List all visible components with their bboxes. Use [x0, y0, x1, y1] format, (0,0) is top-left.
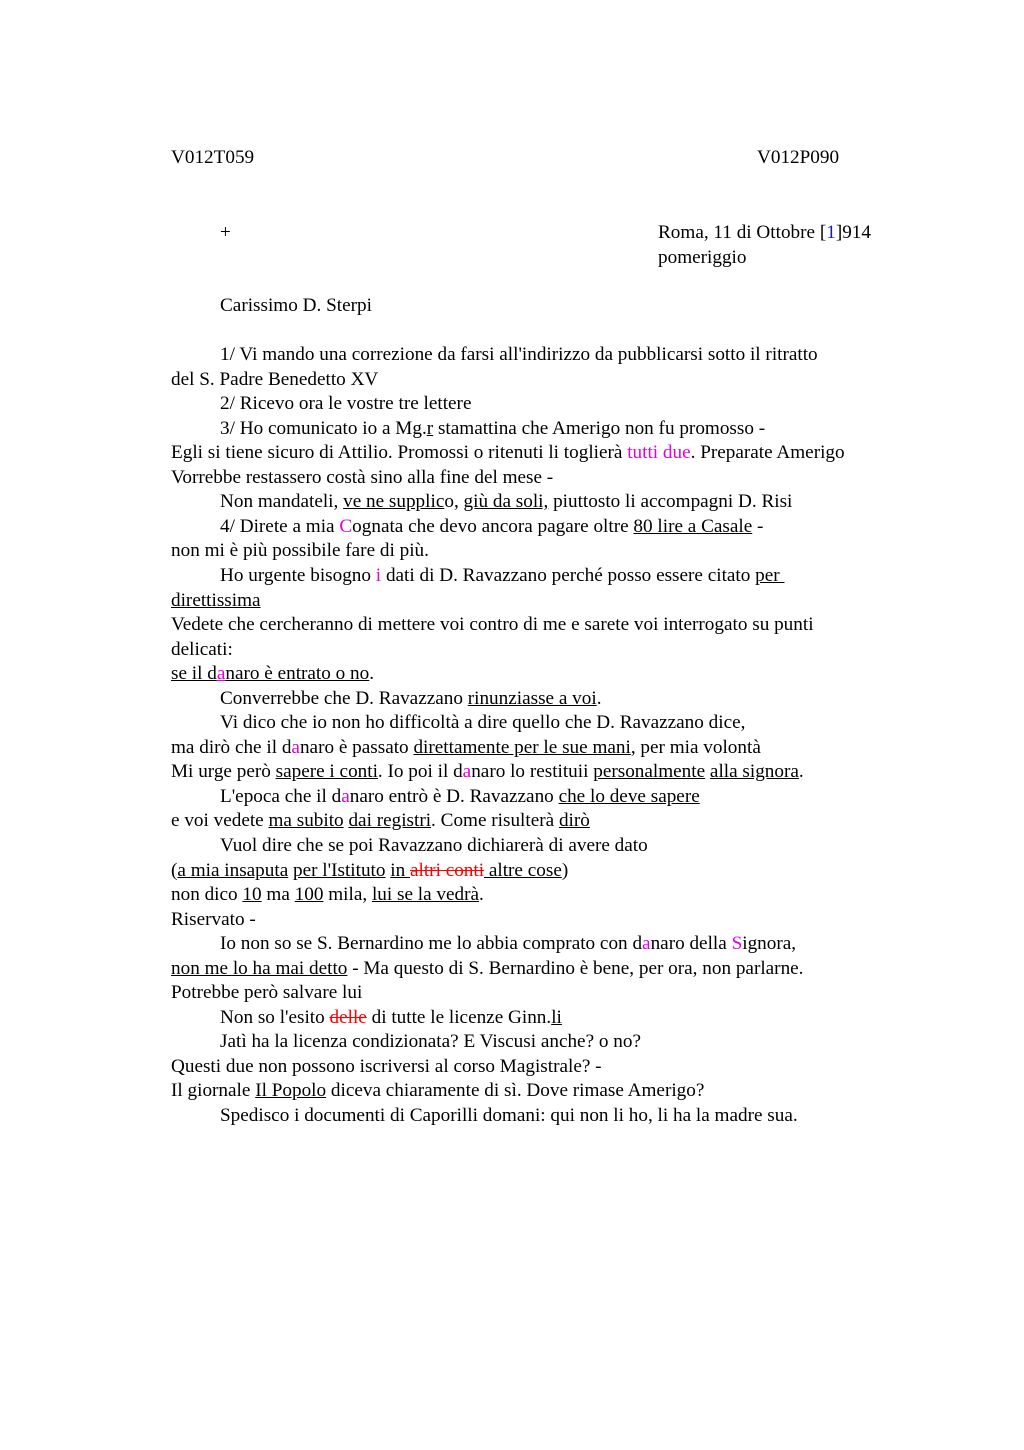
- paragraph-line: Vuol dire che se poi Ravazzano dichiarerà di avere dato: [220, 834, 648, 856]
- highlighted-text: a: [216, 663, 226, 685]
- paragraph-line: [171, 932, 911, 957]
- paragraph-line: Vorrebbe restassero costà sino alla fine del mese -: [171, 466, 554, 488]
- text-span: Egli si tiene sicuro di Attilio. Promossi o ritenuti li toglierà: [171, 442, 628, 464]
- paragraph-line: Questi due non possono iscriversi al corso Magistrale? -: [171, 1055, 602, 1077]
- paragraph-line: [171, 441, 911, 466]
- paragraph-line: [171, 490, 911, 515]
- underlined-text: non me lo ha mai detto: [171, 957, 348, 979]
- text-span: ): [561, 859, 569, 881]
- text-span: non dico: [171, 884, 243, 906]
- text-span: o,: [444, 491, 464, 513]
- text-span: dati di D. Ravazzano perché posso essere citato: [381, 564, 756, 586]
- letter-body: [171, 294, 911, 1129]
- paragraph-line: Jatì ha la licenza condizionata? E Viscusi anche? o no?: [220, 1031, 641, 1053]
- date-corrected-digit: 1: [826, 222, 836, 243]
- struck-text: delle: [329, 1006, 367, 1028]
- paragraph-line: [171, 760, 911, 785]
- paragraph-line: Vi dico che io non ho difficoltà a dire quello che D. Ravazzano dice,: [220, 712, 746, 734]
- paragraph-line: [171, 662, 911, 687]
- underlined-text: sapere i conti: [275, 761, 378, 783]
- paragraph-line: [171, 515, 911, 540]
- text-span: ma: [261, 884, 295, 906]
- underlined-text: naro è entrato o no: [225, 663, 370, 685]
- text-span: Ho urgente bisogno: [220, 564, 376, 586]
- paragraph-line: [171, 736, 911, 761]
- text-span: Non so l'esito: [220, 1006, 330, 1028]
- underlined-text: ma subito: [268, 810, 344, 832]
- text-span: - Ma questo di S. Bernardino è bene, per ora, non parlarne.: [347, 957, 804, 979]
- date-line: [658, 221, 871, 246]
- underlined-text: li: [551, 1006, 562, 1028]
- text-span: -: [752, 515, 764, 537]
- highlighted-text: a: [341, 785, 350, 807]
- text-span: .: [596, 687, 602, 709]
- underlined-text: 80 lire a Casale: [633, 515, 753, 537]
- text-span: diceva chiaramente di sì. Dove rimase Amerigo?: [326, 1080, 705, 1102]
- underlined-text: direttamente per le sue mani: [413, 736, 631, 758]
- underlined-text: a mia insaputa: [177, 859, 289, 881]
- paragraph-line: del S. Padre Benedetto XV: [171, 368, 379, 390]
- paragraph-line: [171, 564, 911, 589]
- text-span: mila,: [323, 884, 372, 906]
- highlighted-text: S: [731, 933, 743, 955]
- text-span: Converrebbe che D. Ravazzano: [220, 687, 468, 709]
- underlined-text: per l'Istituto: [293, 859, 386, 881]
- underlined-text: r: [426, 417, 434, 439]
- paragraph-line: Spedisco i documenti di Caporilli domani: qui non li ho, li ha la madre sua.: [220, 1105, 798, 1126]
- paragraph-line: [171, 957, 911, 982]
- date-time: pomeriggio: [658, 246, 747, 268]
- paragraph-line: [171, 883, 911, 908]
- paragraph-line: non mi è più possibile fare di più.: [171, 540, 429, 562]
- paragraph-line: [171, 589, 911, 614]
- underlined-text: rinunziasse a voi: [467, 687, 597, 709]
- highlighted-text: a: [291, 736, 300, 758]
- document-code-right: V012P090: [757, 147, 840, 168]
- underlined-text: 100: [294, 884, 324, 906]
- underlined-text: dirò: [558, 810, 590, 832]
- highlighted-text: a: [642, 933, 651, 955]
- paragraph-line: Riservato -: [171, 908, 256, 930]
- text-span: Io non so se S. Bernardino me lo abbia comprato con d: [220, 933, 643, 955]
- highlighted-text: a: [462, 761, 472, 783]
- paragraph-line: [171, 1079, 911, 1104]
- text-span: .: [369, 663, 375, 685]
- text-span: di tutte le licenze Ginn.: [366, 1006, 552, 1028]
- text-span: .: [798, 761, 804, 783]
- paragraph-line: delicati:: [171, 638, 233, 660]
- text-span: (: [171, 859, 178, 881]
- underlined-text: Il Popolo: [255, 1080, 327, 1102]
- struck-text: altri conti: [410, 859, 485, 881]
- cross-mark: +: [220, 222, 231, 243]
- document-code-left: V012T059: [171, 147, 255, 168]
- paragraph-line: Potrebbe però salvare lui: [171, 982, 363, 1004]
- text-span: . Come risulterà: [431, 810, 559, 832]
- paragraph-line: [171, 785, 911, 810]
- text-span: naro è passato: [299, 736, 414, 758]
- date-block: [658, 221, 871, 270]
- text-span: .: [479, 884, 484, 906]
- text-span: naro della: [650, 933, 732, 955]
- text-span: . Preparate Amerigo: [690, 442, 845, 464]
- paragraph-line: Vedete che cercheranno di mettere voi contro di me e sarete voi interrogato su punti: [171, 614, 814, 636]
- salutation: Carissimo D. Sterpi: [220, 295, 372, 316]
- text-span: naro lo restituii: [471, 761, 594, 783]
- text-span: , per mia volontà: [630, 736, 761, 758]
- text-span: naro entrò è D. Ravazzano: [349, 785, 559, 807]
- highlighted-text: i: [375, 564, 382, 586]
- text-span: Il giornale: [171, 1080, 256, 1102]
- text-span: stamattina che Amerigo non fu promosso -: [433, 417, 766, 439]
- text-span: Non mandateli,: [220, 491, 344, 513]
- underlined-text: in: [390, 859, 410, 881]
- underlined-text: giù da soli,: [463, 491, 549, 513]
- underlined-text: altre cose: [484, 859, 562, 881]
- text-span: 4/ Direte a mia: [220, 515, 340, 537]
- date-suffix: ]914: [835, 222, 871, 243]
- text-span: piuttosto li accompagni D. Risi: [548, 491, 793, 513]
- underlined-text: se il d: [171, 663, 217, 685]
- paragraph-line: [171, 687, 911, 712]
- text-span: ognata che devo ancora pagare oltre: [352, 515, 634, 537]
- underlined-text: per: [755, 564, 785, 586]
- text-span: 3/ Ho comunicato io a Mg.: [220, 417, 427, 439]
- highlighted-text: C: [339, 515, 353, 537]
- text-span: Mi urge però: [171, 761, 276, 783]
- paragraph-line: [171, 809, 911, 834]
- text-span: . Io poi il d: [377, 761, 463, 783]
- underlined-text: personalmente: [593, 761, 706, 783]
- underlined-text: 10: [242, 884, 262, 906]
- highlighted-text: tutti due: [627, 442, 691, 464]
- underlined-text: dai registri: [348, 810, 432, 832]
- underlined-text: direttissima: [171, 589, 261, 611]
- underlined-text: lui se la vedrà: [371, 884, 480, 906]
- paragraph-line: 2/ Ricevo ora le vostre tre lettere: [220, 393, 472, 415]
- paragraph-line: [171, 859, 911, 884]
- underlined-text: ve ne supplic: [343, 491, 445, 513]
- date-prefix: Roma, 11 di Ottobre [: [658, 222, 827, 243]
- text-span: ignora,: [742, 933, 797, 955]
- text-span: L'epoca che il d: [220, 785, 342, 807]
- paragraph-line: [171, 417, 911, 442]
- underlined-text: che lo deve sapere: [558, 785, 700, 807]
- text-span: ma dirò che il d: [171, 736, 292, 758]
- paragraph-line: 1/ Vi mando una correzione da farsi all'indirizzo da pubblicarsi sotto il ritratto: [220, 344, 818, 366]
- paragraph-line: [171, 1006, 911, 1031]
- text-span: e voi vedete: [171, 810, 269, 832]
- underlined-text: alla signora: [709, 761, 799, 783]
